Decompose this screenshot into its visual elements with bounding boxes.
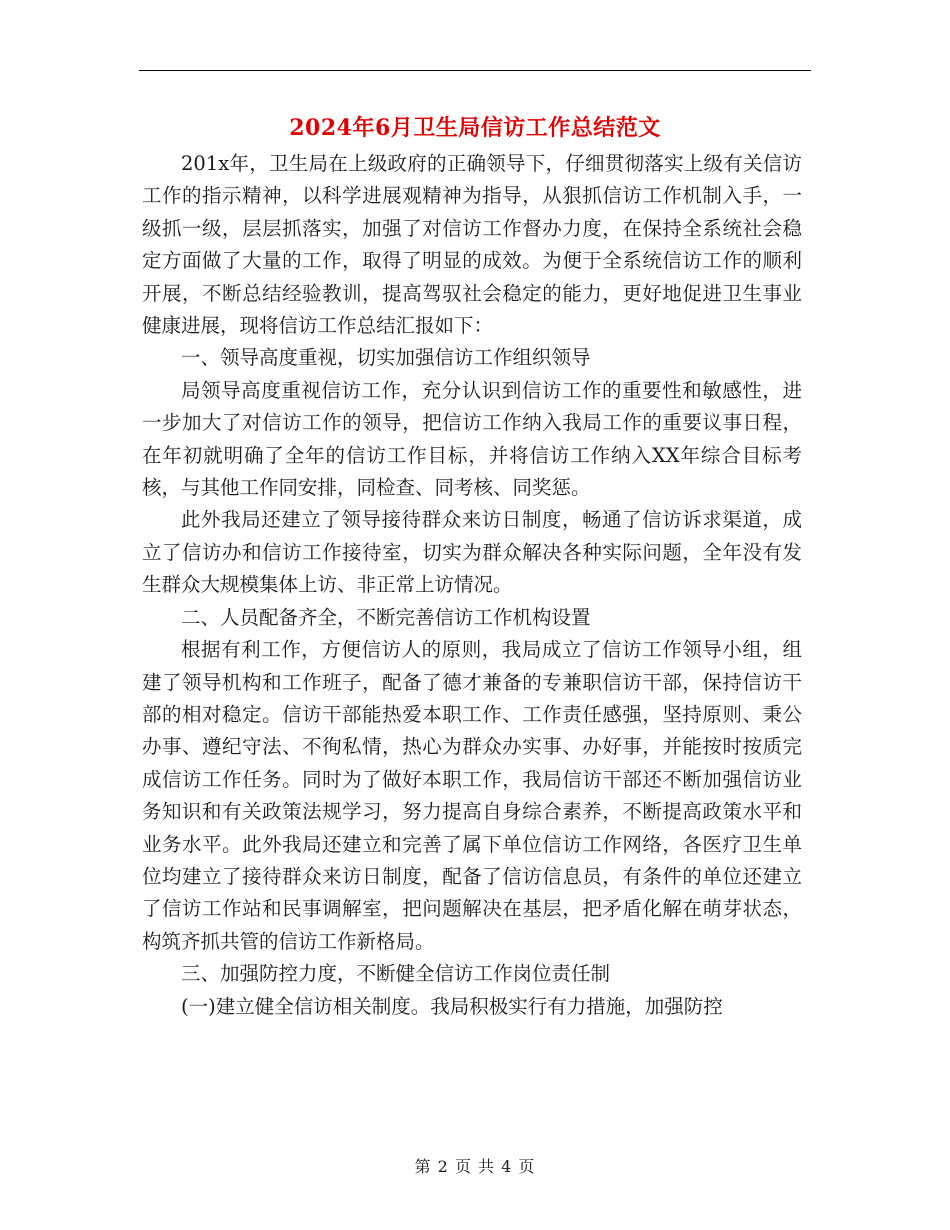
paragraph: 此外我局还建立了领导接待群众来访日制度，畅通了信访诉求渠道，成立了信访办和信访工作接待室，切实为群众解决各种实际问题，全年没有发生群众大规模集体上访、非正常上访情况。 [142, 508, 802, 597]
document-body [142, 148, 802, 1023]
paragraph: (一)建立健全信访相关制度。我局积极实行有力措施，加强防控 [181, 994, 723, 1018]
page-number-footer: 第 2 页 共 4 页 [414, 1157, 536, 1176]
section-heading-3: 三、加强防控力度，不断健全信访工作岗位责任制 [181, 962, 611, 986]
section-heading-2: 二、人员配备齐全，不断完善信访工作机构设置 [181, 605, 591, 629]
paragraph-intro: 201x年，卫生局在上级政府的正确领导下，仔细贯彻落实上级有关信访工作的指示精神，以科学进展观精神为指导，从狠抓信访工作机制入手，一级抓一级，层层抓落实，加强了对信访工作督办力度，在保持全系统社会稳定方面做了大量的工作，取得了明显的成效。为便于全系统信访工作的顺利开展，不断总结经验教训，提高驾驭社会稳定的能力，更好地促进卫生事业健康进展，现将信访工作总结汇报如下： [142, 152, 802, 338]
paragraph: 局领导高度重视信访工作，充分认识到信访工作的重要性和敏感性，进一步加大了对信访工作的领导，把信访工作纳入我局工作的重要议事日程，在年初就明确了全年的信访工作目标，并将信访工作纳入XX年综合目标考核，与其他工作同安排，同检查、同考核、同奖惩。 [142, 378, 802, 500]
document-title: 2024年6月卫生局信访工作总结范文 [289, 115, 661, 141]
header-rule [139, 70, 811, 71]
paragraph: 根据有利工作，方便信访人的原则，我局成立了信访工作领导小组，组建了领导机构和工作班子，配备了德才兼备的专兼职信访干部，保持信访干部的相对稳定。信访干部能热爱本职工作、工作责任感强，坚持原则、秉公办事、遵纪守法、不徇私情，热心为群众办实事、办好事，并能按时按质完成信访工作任务。同时为了做好本职工作，我局信访干部还不断加强信访业务知识和有关政策法规学习，努力提高自身综合素养，不断提高政策水平和业务水平。此外我局还建立和完善了属下单位信访工作网络，各医疗卫生单位均建立了接待群众来访日制度，配备了信访信息员，有条件的单位还建立了信访工作站和民事调解室，把问题解决在基层，把矛盾化解在萌芽状态，构筑齐抓共管的信访工作新格局。 [142, 638, 802, 953]
section-heading-1: 一、领导高度重视，切实加强信访工作组织领导 [181, 346, 591, 370]
